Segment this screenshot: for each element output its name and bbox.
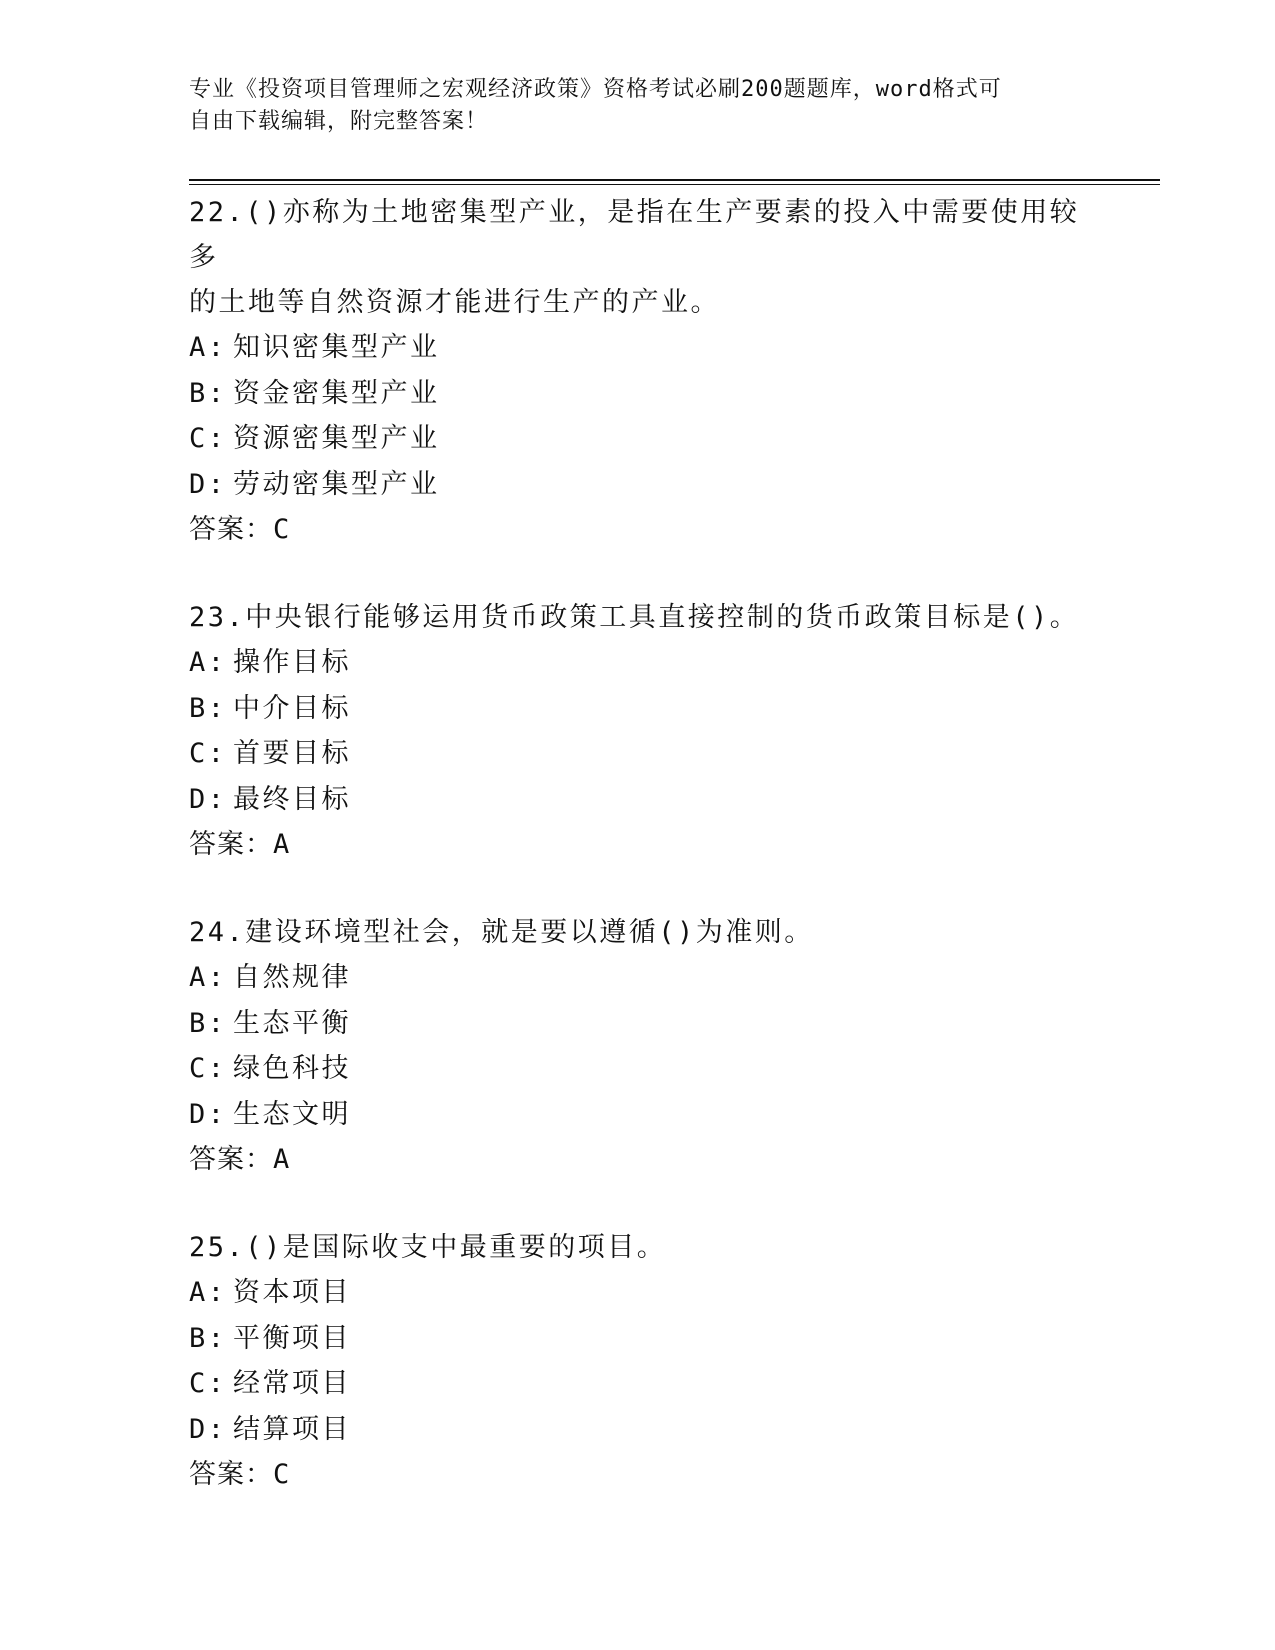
option-c bbox=[189, 416, 1089, 462]
header-divider-thick bbox=[189, 179, 1160, 181]
option-d bbox=[189, 1092, 1089, 1138]
option-a bbox=[189, 325, 1089, 371]
option-letter: A: bbox=[189, 1277, 227, 1308]
option-text: 自然规律 bbox=[233, 962, 351, 993]
option-letter: B: bbox=[189, 692, 227, 724]
option-text: 生态平衡 bbox=[233, 1007, 351, 1039]
option-d bbox=[189, 462, 1089, 508]
option-text: 结算项目 bbox=[233, 1413, 351, 1445]
question-23 bbox=[189, 595, 1089, 868]
option-c bbox=[189, 1361, 1089, 1407]
option-letter: C: bbox=[189, 423, 227, 454]
option-text: 平衡项目 bbox=[233, 1322, 351, 1354]
option-c bbox=[189, 1046, 1089, 1092]
question-text: 25.()是国际收支中最重要的项目。 bbox=[189, 1232, 667, 1263]
option-letter: D: bbox=[189, 468, 227, 500]
option-b bbox=[189, 1001, 1089, 1047]
option-d bbox=[189, 1407, 1089, 1453]
answer-line bbox=[189, 1452, 1089, 1498]
option-letter: A: bbox=[189, 647, 227, 678]
question-text: 23.中央银行能够运用货币政策工具直接控制的货币政策目标是()。 bbox=[189, 602, 1080, 633]
option-text: 经常项目 bbox=[233, 1368, 351, 1399]
answer-label: 答案： bbox=[189, 829, 273, 860]
header-line-2: 自由下载编辑，附完整答案！ bbox=[189, 109, 489, 134]
question-24 bbox=[189, 910, 1089, 1183]
answer-line bbox=[189, 1137, 1089, 1183]
option-c bbox=[189, 731, 1089, 777]
option-d bbox=[189, 777, 1089, 823]
option-text: 中介目标 bbox=[233, 692, 351, 724]
option-a bbox=[189, 1270, 1089, 1316]
option-letter: B: bbox=[189, 1322, 227, 1354]
option-letter: D: bbox=[189, 783, 227, 815]
answer-value: C bbox=[273, 1459, 291, 1490]
answer-label: 答案： bbox=[189, 514, 273, 545]
option-letter: A: bbox=[189, 332, 227, 363]
option-letter: B: bbox=[189, 1007, 227, 1039]
answer-line bbox=[189, 822, 1089, 868]
option-letter: D: bbox=[189, 1098, 227, 1130]
option-b bbox=[189, 1316, 1089, 1362]
option-text: 操作目标 bbox=[233, 647, 351, 678]
option-a bbox=[189, 640, 1089, 686]
option-text: 首要目标 bbox=[233, 738, 351, 769]
answer-value: A bbox=[273, 829, 291, 860]
option-text: 资本项目 bbox=[233, 1277, 351, 1308]
question-25 bbox=[189, 1225, 1089, 1498]
option-text: 资源密集型产业 bbox=[233, 423, 440, 454]
option-text: 资金密集型产业 bbox=[233, 377, 440, 409]
option-text: 最终目标 bbox=[233, 783, 351, 815]
option-letter: C: bbox=[189, 738, 227, 769]
option-text: 绿色科技 bbox=[233, 1053, 351, 1084]
answer-label: 答案： bbox=[189, 1144, 273, 1175]
answer-label: 答案： bbox=[189, 1459, 273, 1490]
document-header bbox=[189, 74, 1089, 138]
option-letter: D: bbox=[189, 1413, 227, 1445]
header-divider-thin bbox=[189, 184, 1160, 185]
answer-line bbox=[189, 507, 1089, 553]
option-b bbox=[189, 371, 1089, 417]
option-text: 劳动密集型产业 bbox=[233, 468, 440, 500]
answer-value: C bbox=[273, 514, 291, 545]
option-text: 知识密集型产业 bbox=[233, 332, 440, 363]
header-line-1: 专业《投资项目管理师之宏观经济政策》资格考试必刷200题题库，word格式可 bbox=[189, 77, 1002, 102]
option-letter: C: bbox=[189, 1053, 227, 1084]
answer-value: A bbox=[273, 1144, 291, 1175]
option-text: 生态文明 bbox=[233, 1098, 351, 1130]
question-text: 24.建设环境型社会，就是要以遵循()为准则。 bbox=[189, 917, 814, 948]
option-letter: B: bbox=[189, 377, 227, 409]
option-b bbox=[189, 686, 1089, 732]
question-text-continued: 的土地等自然资源才能进行生产的产业。 bbox=[189, 287, 720, 318]
question-list bbox=[189, 190, 1089, 1524]
option-letter: C: bbox=[189, 1368, 227, 1399]
option-letter: A: bbox=[189, 962, 227, 993]
option-a bbox=[189, 955, 1089, 1001]
question-text: 22.()亦称为土地密集型产业，是指在生产要素的投入中需要使用较多 bbox=[189, 197, 1080, 273]
question-22 bbox=[189, 190, 1089, 553]
